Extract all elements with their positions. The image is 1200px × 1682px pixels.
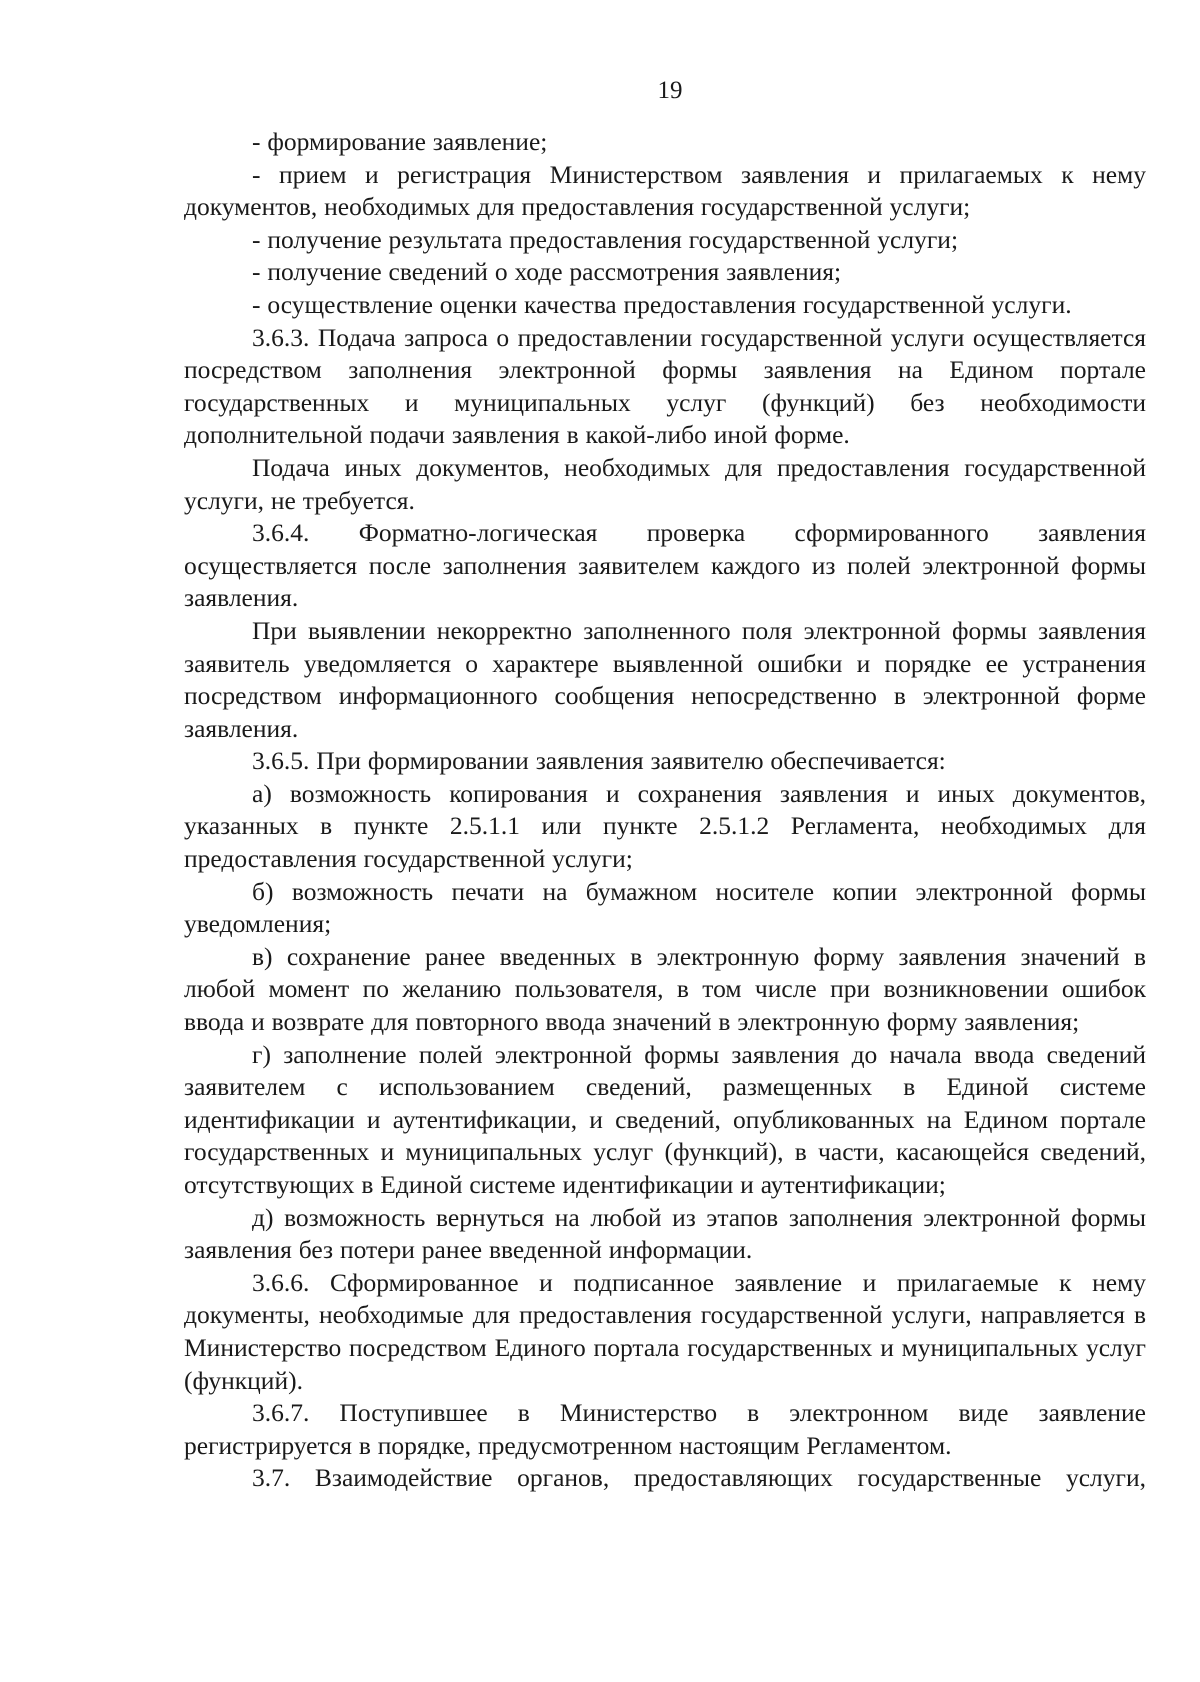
page-number: 19 xyxy=(657,77,683,104)
paragraph: - получение сведений о ходе рассмотрения заявления; xyxy=(252,257,842,287)
paragraph: а) возможность копирования и сохранения заявления и иных документов, указанных в пункте 2.5.1.1 или пункте 2.5.1.2 Регламента, необходимых для предоставления государственной услуги; xyxy=(184,778,1146,874)
paragraph: - получение результата предоставления государственной услуги; xyxy=(252,224,959,254)
paragraph: Подача иных документов, необходимых для предоставления государственной услуги, не требуется. xyxy=(184,452,1146,515)
paragraph: д) возможность вернуться на любой из этапов заполнения электронной формы заявления без потери ранее введенной информации. xyxy=(184,1202,1146,1265)
document-body xyxy=(184,126,1146,1495)
paragraph: - осуществление оценки качества предоставления государственной услуги. xyxy=(252,289,1072,319)
paragraph: г) заполнение полей электронной формы заявления до начала ввода сведений заявителем с использованием сведений, размещенных в Единой системе идентификации и аутентификации, и сведений, опубликованных на Едином портале государственных и муниципальных услуг (функций), в части, касающейся сведений, отсутствующих в Единой системе идентификации и аутентификации; xyxy=(184,1039,1146,1199)
paragraph: 3.6.4. Форматно-логическая проверка сформированного заявления осуществляется после заполнения заявителем каждого из полей электронной формы заявления. xyxy=(184,518,1146,613)
paragraph: 3.6.3. Подача запроса о предоставлении государственной услуги осуществляется посредством заполнения электронной формы заявления на Едином портале государственных и муниципальных услуг (функций) без необходимости дополнительной подачи заявления в какой-либо иной форме. xyxy=(184,322,1146,450)
paragraph: При выявлении некорректно заполненного поля электронной формы заявления заявитель уведомляется о характере выявленной ошибки и порядке ее устранения посредством информационного сообщения непосредственно в электронной форме заявления. xyxy=(184,615,1146,743)
paragraph: - прием и регистрация Министерством заявления и прилагаемых к нему документов, необходимых для предоставления государственной услуги; xyxy=(184,159,1146,222)
paragraph: 3.7. Взаимодействие органов, предоставляющих государственные услуги, xyxy=(252,1463,1146,1493)
paragraph: 3.6.6. Сформированное и подписанное заявление и прилагаемые к нему документы, необходимые для предоставления государственной услуги, направляется в Министерство посредством Единого портала государственных и муниципальных услуг (функций). xyxy=(184,1267,1146,1395)
paragraph: в) сохранение ранее введенных в электронную форму заявления значений в любой момент по желанию пользователя, в том числе при возникновении ошибок ввода и возврате для повторного ввода значений в электронную форму заявления; xyxy=(184,941,1146,1037)
paragraph: 3.6.5. При формировании заявления заявителю обеспечивается: xyxy=(252,746,946,776)
paragraph: б) возможность печати на бумажном носителе копии электронной формы уведомления; xyxy=(184,876,1146,939)
paragraph: 3.6.7. Поступившее в Министерство в электронном виде заявление регистрируется в порядке, предусмотренном настоящим Регламентом. xyxy=(184,1398,1146,1460)
paragraph: - формирование заявление; xyxy=(252,127,548,156)
